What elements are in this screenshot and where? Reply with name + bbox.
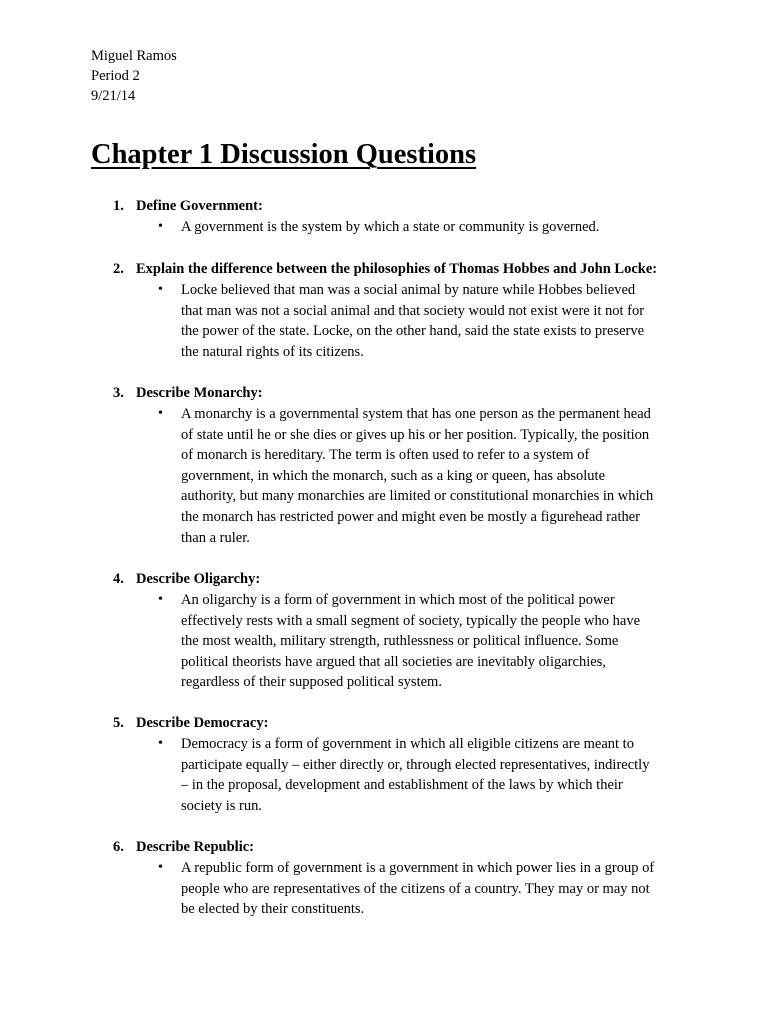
page-title: Chapter 1 Discussion Questions	[91, 139, 477, 170]
answer-line: A republic form of government is a government in which power lies in a group of	[181, 860, 655, 876]
answer-text	[181, 858, 676, 920]
answer-line: than a ruler.	[181, 529, 250, 546]
answer-line: the monarch has restricted power and might even be mostly a figurehead rather	[181, 508, 640, 525]
question-heading: Describe Republic:	[136, 839, 254, 855]
question-number: 5.	[113, 715, 124, 731]
answer-line: that man was not a social animal and that society would not exist were it not for	[181, 302, 645, 319]
student-name: Miguel Ramos	[91, 48, 177, 64]
question-number: 6.	[113, 839, 124, 855]
bullet-icon: •	[158, 736, 163, 751]
answer-line: effectively rests with a small segment of society, typically the people who have	[181, 612, 641, 629]
answer-line: government, in which the monarch, such as a king or queen, has absolute	[181, 467, 606, 484]
answer-text	[181, 404, 676, 548]
answer-line: political theorists have argued that all societies are inevitably oligarchies,	[181, 653, 606, 670]
answer-line: of monarch is hereditary. The term is often used to refer to a system of	[181, 447, 590, 464]
class-period: Period 2	[91, 68, 140, 84]
question-heading: Define Government:	[136, 198, 263, 214]
question-heading: Explain the difference between the philosophies of Thomas Hobbes and John Locke:	[136, 261, 658, 277]
question-heading: Describe Monarchy:	[136, 385, 263, 401]
question-number: 2.	[113, 261, 124, 277]
bullet-icon: •	[158, 282, 163, 297]
answer-text	[181, 590, 676, 693]
question-number: 3.	[113, 385, 124, 401]
answer-line: – in the proposal, development and establishment of the laws by which their	[181, 777, 623, 794]
answer-line: An oligarchy is a form of government in which most of the political power	[181, 592, 615, 608]
question-heading: Describe Oligarchy:	[136, 571, 261, 587]
answer-text	[181, 217, 676, 238]
answer-line: the most wealth, military strength, ruthlessness or political influence. Some	[181, 633, 619, 650]
answer-line: authority, but many monarchies are limited or constitutional monarchies in which	[181, 488, 654, 505]
question-heading: Describe Democracy:	[136, 715, 269, 731]
assignment-date: 9/21/14	[91, 88, 136, 104]
answer-line: be elected by their constituents.	[181, 901, 365, 918]
answer-line: society is run.	[181, 797, 262, 814]
bullet-icon: •	[158, 406, 163, 421]
answer-line: regardless of their supposed political system.	[181, 674, 442, 691]
answer-line: the natural rights of its citizens.	[181, 343, 364, 360]
answer-line: Locke believed that man was a social animal by nature while Hobbes believed	[181, 282, 636, 298]
bullet-icon: •	[158, 592, 163, 607]
answer-line: the power of the state. Locke, on the other hand, said the state exists to preserve	[181, 323, 645, 340]
answer-line: Democracy is a form of government in which all eligible citizens are meant to	[181, 736, 634, 752]
answer-line: people who are representatives of the citizens of a country. They may or may not	[181, 880, 650, 897]
answer-line: A government is the system by which a state or community is governed.	[181, 219, 600, 235]
answer-line: participate equally – either directly or, through elected representatives, indirectly	[181, 756, 650, 773]
bullet-icon: •	[158, 860, 163, 875]
question-number: 1.	[113, 198, 124, 214]
answer-line: A monarchy is a governmental system that has one person as the permanent head	[181, 406, 651, 422]
question-number: 4.	[113, 571, 124, 587]
answer-text	[181, 280, 676, 362]
answer-line: of state until he or she dies or gives up his or her position. Typically, the position	[181, 426, 650, 443]
student-header	[91, 46, 177, 106]
bullet-icon: •	[158, 219, 163, 234]
answer-text	[181, 734, 676, 816]
